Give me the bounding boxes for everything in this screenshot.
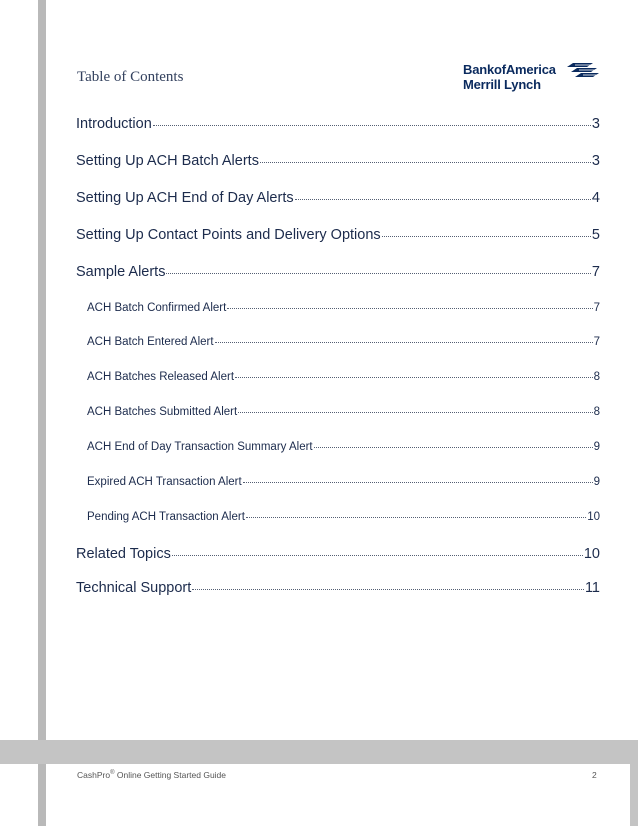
toc-entry-page: 8 <box>593 406 600 418</box>
toc-dot-leader <box>166 273 590 274</box>
toc-entry-page: 10 <box>587 511 600 523</box>
toc-dot-leader <box>192 589 584 590</box>
toc-entry[interactable] <box>87 371 600 383</box>
toc-dot-leader <box>246 517 586 518</box>
toc-entry-label: Introduction <box>76 116 152 132</box>
toc-entry[interactable] <box>76 116 600 132</box>
toc-entry[interactable] <box>76 264 600 280</box>
toc-dot-leader <box>172 555 583 556</box>
toc-entry-page: 4 <box>591 190 600 206</box>
toc-entry-label: ACH End of Day Transaction Summary Alert <box>87 441 313 453</box>
toc-entry-label: ACH Batches Released Alert <box>87 371 235 383</box>
page-title: Table of Contents <box>77 69 184 85</box>
toc-entry[interactable] <box>76 153 600 169</box>
toc-entry-page: 7 <box>593 336 600 348</box>
toc-entry-label: Technical Support <box>76 580 192 596</box>
toc-entry[interactable] <box>87 511 600 523</box>
toc-entry-label: ACH Batch Entered Alert <box>87 336 214 348</box>
toc-dot-leader <box>238 412 592 413</box>
toc-dot-leader <box>260 162 591 163</box>
toc-entry-label: Pending ACH Transaction Alert <box>87 511 245 523</box>
toc-dot-leader <box>227 308 592 309</box>
left-margin-bar <box>38 0 46 826</box>
toc-entry[interactable] <box>87 476 600 488</box>
toc-entry-page: 10 <box>583 546 600 562</box>
toc-entry-page: 3 <box>591 116 600 132</box>
toc-entry-page: 11 <box>584 580 600 596</box>
toc-entry-label: Setting Up Contact Points and Delivery Options <box>76 227 381 243</box>
toc-entry[interactable] <box>76 227 600 243</box>
footer-page-number: 2 <box>592 770 597 780</box>
toc-entry-label: Sample Alerts <box>76 264 166 280</box>
toc-entry-label: Setting Up ACH End of Day Alerts <box>76 190 294 206</box>
toc-dot-leader <box>295 199 591 200</box>
footer-right-edge <box>630 740 638 826</box>
toc-entry-label: Expired ACH Transaction Alert <box>87 476 242 488</box>
footer-guide-name: CashPro® Online Getting Started Guide <box>77 770 227 780</box>
toc-dot-leader <box>215 342 593 343</box>
toc-entry[interactable] <box>76 190 600 206</box>
toc-entry-label: Related Topics <box>76 546 171 562</box>
toc-dot-leader <box>243 482 593 483</box>
toc-dot-leader <box>153 125 591 126</box>
toc-entry-page: 5 <box>591 227 600 243</box>
toc-entry-label: ACH Batch Confirmed Alert <box>87 302 227 314</box>
toc-entry[interactable] <box>87 302 600 314</box>
toc-entry-page: 9 <box>593 476 600 488</box>
footer-band <box>0 740 638 764</box>
toc-entry-page: 7 <box>591 264 600 280</box>
logo-wordmark <box>463 62 556 92</box>
toc-entry-page: 8 <box>593 371 600 383</box>
flag-icon <box>563 62 599 78</box>
toc-entry[interactable] <box>87 336 600 348</box>
bank-logo <box>463 62 603 96</box>
toc-dot-leader <box>382 236 591 237</box>
toc-entry[interactable] <box>76 580 600 596</box>
logo-line-1: BankofAmerica <box>463 62 556 77</box>
logo-line-2: Merrill Lynch <box>463 77 541 92</box>
toc-entry[interactable] <box>87 406 600 418</box>
toc-entry-label: Setting Up ACH Batch Alerts <box>76 153 259 169</box>
toc-entry-page: 7 <box>593 302 600 314</box>
toc-entry[interactable] <box>87 441 600 453</box>
toc-dot-leader <box>314 447 593 448</box>
toc-dot-leader <box>235 377 593 378</box>
toc-entry-page: 9 <box>593 441 600 453</box>
toc-entry-page: 3 <box>591 153 600 169</box>
toc-entry-label: ACH Batches Submitted Alert <box>87 406 238 418</box>
toc-entry[interactable] <box>76 546 600 562</box>
